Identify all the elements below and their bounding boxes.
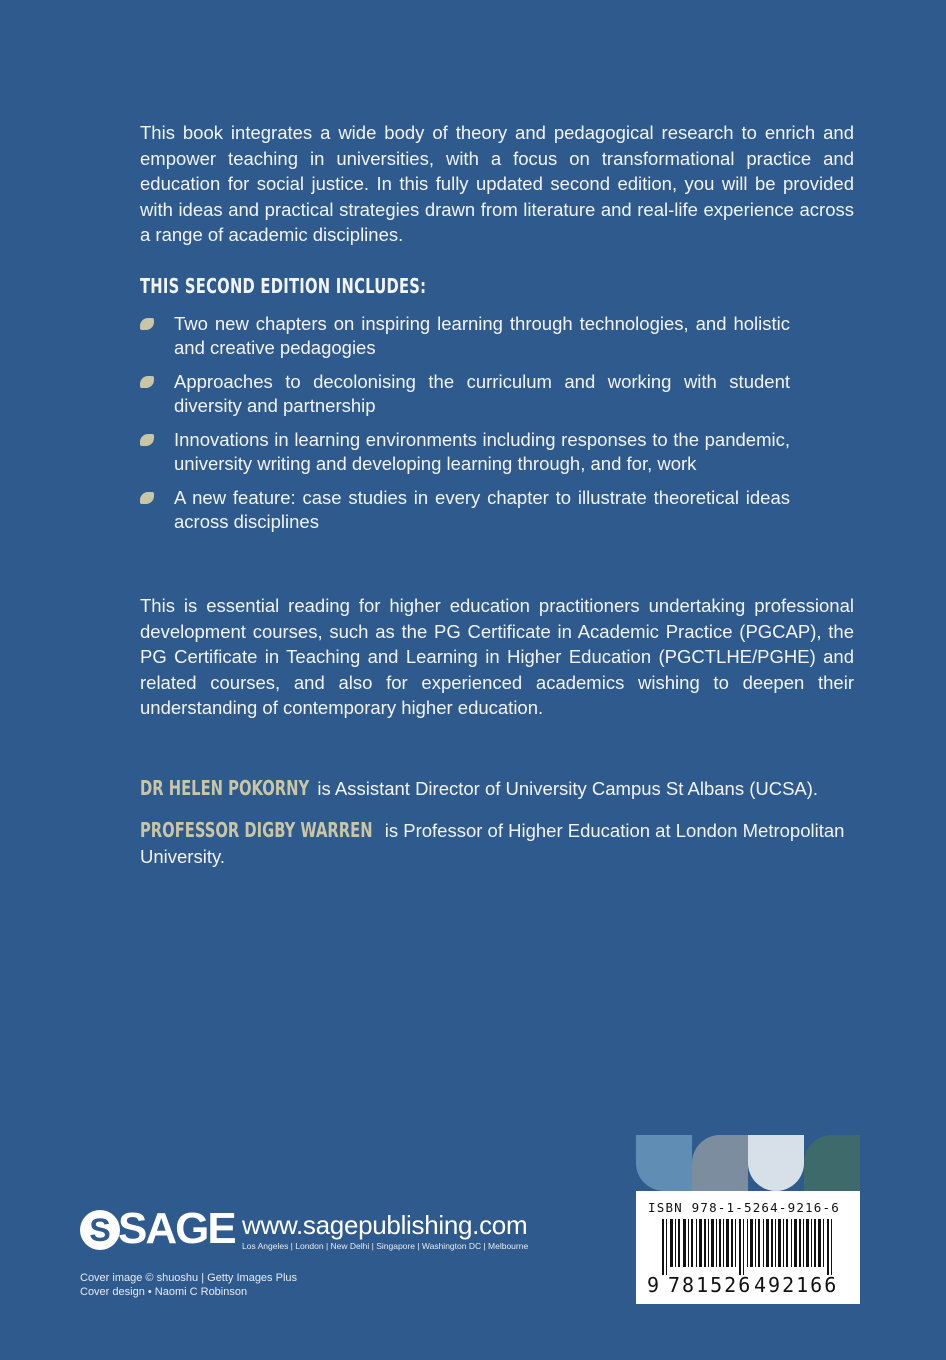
decorative-shape — [692, 1135, 748, 1191]
features-list — [140, 312, 790, 544]
list-item — [140, 428, 790, 476]
author-name: DR HELEN POKORNY — [140, 776, 310, 800]
publisher-cities: Los Angeles | London | New Delhi | Singapore | Washington DC | Melbourne — [242, 1241, 529, 1251]
list-item-text: Two new chapters on inspiring learning through technologies, and holistic and creative pedagogies — [174, 313, 790, 358]
list-item-text: Innovations in learning environments including responses to the pandemic, university writing and developing learning through, and for, work — [174, 429, 790, 474]
closing-paragraph: This is essential reading for higher education practitioners undertaking professional development courses, such as the PG Certificate in Academic Practice (PGCAP), the PG Certificate in Teaching and Learning in Higher Education (PGCTLHE/PGHE) and related courses, and also for experienced academics wishing to deepen their understanding of contemporary higher education. — [140, 595, 854, 719]
author-bio-pokorny — [140, 776, 854, 802]
leaf-bullet-icon — [140, 492, 154, 504]
sage-logo-text: SAGE — [118, 1204, 235, 1253]
cover-design-credit: Cover design • Naomi C Robinson — [80, 1286, 248, 1298]
author-bio-text: is Assistant Director of University Campus St Albans (UCSA). — [317, 778, 819, 799]
author-name: PROFESSOR DIGBY WARREN — [140, 818, 373, 842]
leaf-bullet-icon — [140, 376, 154, 388]
publisher-website: www.sagepublishing.com — [242, 1210, 528, 1240]
sage-logo-mark: S — [89, 1212, 111, 1248]
cover-image-credit: Cover image © shuoshu | Getty Images Plus — [80, 1272, 298, 1284]
list-item-text: A new feature: case studies in every chapter to illustrate theoretical ideas across disciplines — [174, 487, 790, 532]
decorative-shape — [636, 1135, 692, 1191]
isbn-digit-group: 781526 — [668, 1273, 753, 1297]
decorative-shape — [804, 1135, 860, 1191]
barcode-icon — [646, 1219, 850, 1275]
leaf-bullet-icon — [140, 318, 154, 330]
author-bio-warren — [140, 818, 854, 869]
isbn-digit-group: 492166 — [754, 1273, 839, 1297]
cover-credits — [80, 1271, 297, 1299]
isbn-barcode-box — [636, 1191, 860, 1304]
intro-paragraph: This book integrates a wide body of theory and pedagogical research to enrich and empower teaching in universities, with a focus on transformational practice and education for social justice. In this fully updated second edition, you will be provided with ideas and practical strategies drawn from literature and real-life experience across a range of academic disciplines. — [140, 122, 854, 246]
isbn-label: ISBN 978-1-5264-9216-6 — [648, 1200, 840, 1215]
list-item — [140, 486, 790, 534]
leaf-bullet-icon — [140, 434, 154, 446]
decorative-shapes — [636, 1135, 860, 1191]
decorative-shape — [748, 1135, 804, 1191]
isbn-digit-first: 9 — [647, 1273, 660, 1297]
list-item — [140, 370, 790, 418]
author-bio-text: is Professor of Higher Education at London Metropolitan University. — [140, 820, 845, 867]
list-item-text: Approaches to decolonising the curriculum and working with student diversity and partnership — [174, 371, 790, 416]
section-heading: THIS SECOND EDITION INCLUDES: — [140, 274, 427, 298]
list-item — [140, 312, 790, 360]
